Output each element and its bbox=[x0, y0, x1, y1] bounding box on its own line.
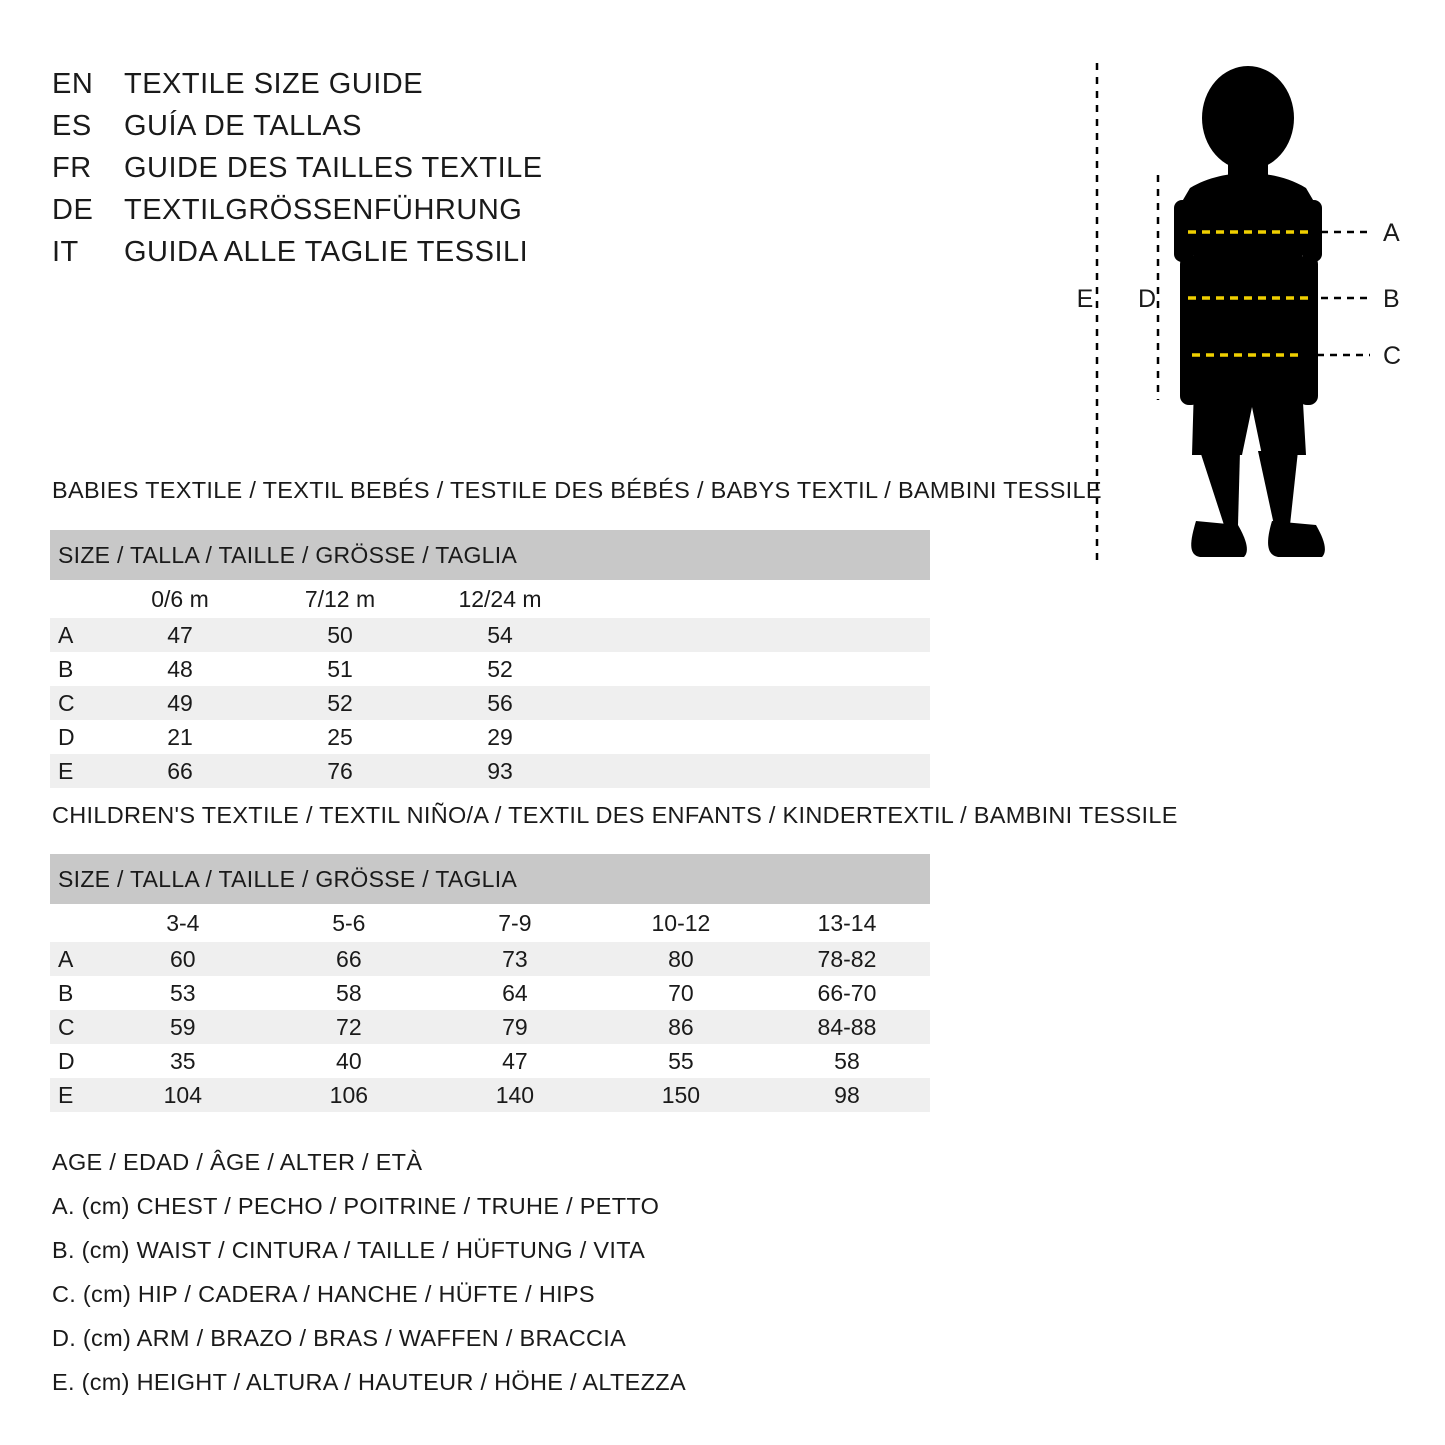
table-band-row bbox=[50, 530, 930, 580]
cell-value: 58 bbox=[764, 1044, 930, 1078]
cell-value: 66-70 bbox=[764, 976, 930, 1010]
cell-value: 72 bbox=[266, 1010, 432, 1044]
figure-right-foot bbox=[1268, 521, 1325, 557]
figure-label-c: C bbox=[1383, 342, 1402, 370]
column-header: 0/6 m bbox=[100, 580, 260, 618]
language-row bbox=[52, 194, 692, 236]
cell-value: 78-82 bbox=[764, 942, 930, 976]
cell-value: 60 bbox=[100, 942, 266, 976]
cell-value: 98 bbox=[764, 1078, 930, 1112]
table-row bbox=[50, 1044, 930, 1078]
figure-label-a: A bbox=[1383, 219, 1400, 247]
language-row bbox=[52, 152, 692, 194]
language-title: TEXTILGRÖSSENFÜHRUNG bbox=[124, 194, 523, 226]
cell-value: 80 bbox=[598, 942, 764, 976]
figure-left-arm bbox=[1180, 255, 1200, 405]
table-row bbox=[50, 720, 930, 754]
table-band-row bbox=[50, 854, 930, 904]
spacer-cell bbox=[580, 686, 930, 720]
cell-value: 51 bbox=[260, 652, 420, 686]
cell-value: 76 bbox=[260, 754, 420, 788]
row-label: C bbox=[50, 686, 100, 720]
legend-line: D. (cm) ARM / BRAZO / BRAS / WAFFEN / BRACCIA bbox=[52, 1325, 627, 1351]
babies-band-label: SIZE / TALLA / TAILLE / GRÖSSE / TAGLIA bbox=[50, 530, 930, 580]
cell-value: 47 bbox=[100, 618, 260, 652]
language-title: GUIDA ALLE TAGLIE TESSILI bbox=[124, 236, 529, 268]
children-section-caption: CHILDREN'S TEXTILE / TEXTIL NIÑO/A / TEXTIL DES ENFANTS / KINDERTEXTIL / BAMBINI TESSILE bbox=[52, 802, 1178, 828]
table-row bbox=[50, 1010, 930, 1044]
cell-value: 53 bbox=[100, 976, 266, 1010]
figure-torso bbox=[1180, 173, 1316, 385]
cell-value: 47 bbox=[432, 1044, 598, 1078]
row-label: D bbox=[50, 1044, 100, 1078]
cell-value: 25 bbox=[260, 720, 420, 754]
language-title-list bbox=[52, 68, 692, 278]
column-header: 7-9 bbox=[432, 904, 598, 942]
babies-section-caption: BABIES TEXTILE / TEXTIL BEBÉS / TESTILE DES BÉBÉS / BABYS TEXTIL / BAMBINI TESSILE bbox=[52, 477, 1102, 503]
cell-value: 66 bbox=[266, 942, 432, 976]
row-label: B bbox=[50, 652, 100, 686]
cell-value: 79 bbox=[432, 1010, 598, 1044]
table-row bbox=[50, 652, 930, 686]
cell-value: 35 bbox=[100, 1044, 266, 1078]
language-row bbox=[52, 110, 692, 152]
row-label: A bbox=[50, 942, 100, 976]
cell-value: 84-88 bbox=[764, 1010, 930, 1044]
cell-value: 104 bbox=[100, 1078, 266, 1112]
table-row bbox=[50, 976, 930, 1010]
table-row bbox=[50, 942, 930, 976]
cell-value: 40 bbox=[266, 1044, 432, 1078]
figure-left-foot bbox=[1191, 521, 1247, 557]
spacer-cell bbox=[580, 618, 930, 652]
figure-label-b: B bbox=[1383, 285, 1400, 313]
language-row bbox=[52, 68, 692, 110]
figure-right-leg bbox=[1258, 451, 1298, 525]
corner-cell bbox=[50, 904, 100, 942]
column-header: 13-14 bbox=[764, 904, 930, 942]
spacer-cell bbox=[580, 580, 930, 618]
babies-size-table bbox=[50, 530, 930, 788]
figure-left-leg bbox=[1200, 451, 1240, 525]
table-row bbox=[50, 686, 930, 720]
language-row bbox=[52, 236, 692, 278]
cell-value: 140 bbox=[432, 1078, 598, 1112]
legend-line: B. (cm) WAIST / CINTURA / TAILLE / HÜFTUNG / VITA bbox=[52, 1237, 646, 1263]
figure-label-d: D bbox=[1137, 285, 1157, 313]
language-code: IT bbox=[52, 236, 79, 268]
language-title: TEXTILE SIZE GUIDE bbox=[124, 68, 424, 100]
cell-value: 48 bbox=[100, 652, 260, 686]
legend-line: C. (cm) HIP / CADERA / HANCHE / HÜFTE / HIPS bbox=[52, 1281, 595, 1307]
spacer-cell bbox=[580, 652, 930, 686]
cell-value: 55 bbox=[598, 1044, 764, 1078]
children-size-table bbox=[50, 854, 930, 1112]
cell-value: 54 bbox=[420, 618, 580, 652]
cell-value: 73 bbox=[432, 942, 598, 976]
language-code: FR bbox=[52, 152, 92, 184]
legend-line: A. (cm) CHEST / PECHO / POITRINE / TRUHE / PETTO bbox=[52, 1193, 660, 1219]
table-header-row bbox=[50, 580, 930, 618]
cell-value: 59 bbox=[100, 1010, 266, 1044]
column-header: 12/24 m bbox=[420, 580, 580, 618]
legend-line: AGE / EDAD / ÂGE / ALTER / ETÀ bbox=[52, 1149, 423, 1175]
children-band-label: SIZE / TALLA / TAILLE / GRÖSSE / TAGLIA bbox=[50, 854, 930, 904]
cell-value: 29 bbox=[420, 720, 580, 754]
language-code: ES bbox=[52, 110, 92, 142]
cell-value: 66 bbox=[100, 754, 260, 788]
language-code: EN bbox=[52, 68, 94, 100]
measurement-legend bbox=[52, 1140, 952, 1404]
cell-value: 70 bbox=[598, 976, 764, 1010]
cell-value: 21 bbox=[100, 720, 260, 754]
figure-head bbox=[1202, 66, 1294, 170]
column-header: 5-6 bbox=[266, 904, 432, 942]
column-header: 3-4 bbox=[100, 904, 266, 942]
cell-value: 50 bbox=[260, 618, 420, 652]
cell-value: 106 bbox=[266, 1078, 432, 1112]
table-header-row bbox=[50, 904, 930, 942]
row-label: E bbox=[50, 1078, 100, 1112]
spacer-cell bbox=[580, 720, 930, 754]
cell-value: 150 bbox=[598, 1078, 764, 1112]
cell-value: 52 bbox=[420, 652, 580, 686]
figure-right-arm bbox=[1298, 255, 1318, 405]
row-label: C bbox=[50, 1010, 100, 1044]
cell-value: 49 bbox=[100, 686, 260, 720]
row-label: D bbox=[50, 720, 100, 754]
table-row bbox=[50, 618, 930, 652]
cell-value: 56 bbox=[420, 686, 580, 720]
cell-value: 58 bbox=[266, 976, 432, 1010]
column-header: 7/12 m bbox=[260, 580, 420, 618]
cell-value: 93 bbox=[420, 754, 580, 788]
table-row bbox=[50, 1078, 930, 1112]
cell-value: 86 bbox=[598, 1010, 764, 1044]
legend-line: E. (cm) HEIGHT / ALTURA / HAUTEUR / HÖHE / ALTEZZA bbox=[52, 1369, 686, 1395]
figure-label-e: E bbox=[1076, 285, 1094, 313]
language-title: GUIDE DES TAILLES TEXTILE bbox=[124, 152, 543, 184]
language-title: GUÍA DE TALLAS bbox=[124, 110, 363, 142]
table-row bbox=[50, 754, 930, 788]
column-header: 10-12 bbox=[598, 904, 764, 942]
language-code: DE bbox=[52, 194, 94, 226]
cell-value: 64 bbox=[432, 976, 598, 1010]
row-label: E bbox=[50, 754, 100, 788]
figure-shorts bbox=[1192, 385, 1306, 455]
row-label: A bbox=[50, 618, 100, 652]
cell-value: 52 bbox=[260, 686, 420, 720]
spacer-cell bbox=[580, 754, 930, 788]
corner-cell bbox=[50, 580, 100, 618]
row-label: B bbox=[50, 976, 100, 1010]
